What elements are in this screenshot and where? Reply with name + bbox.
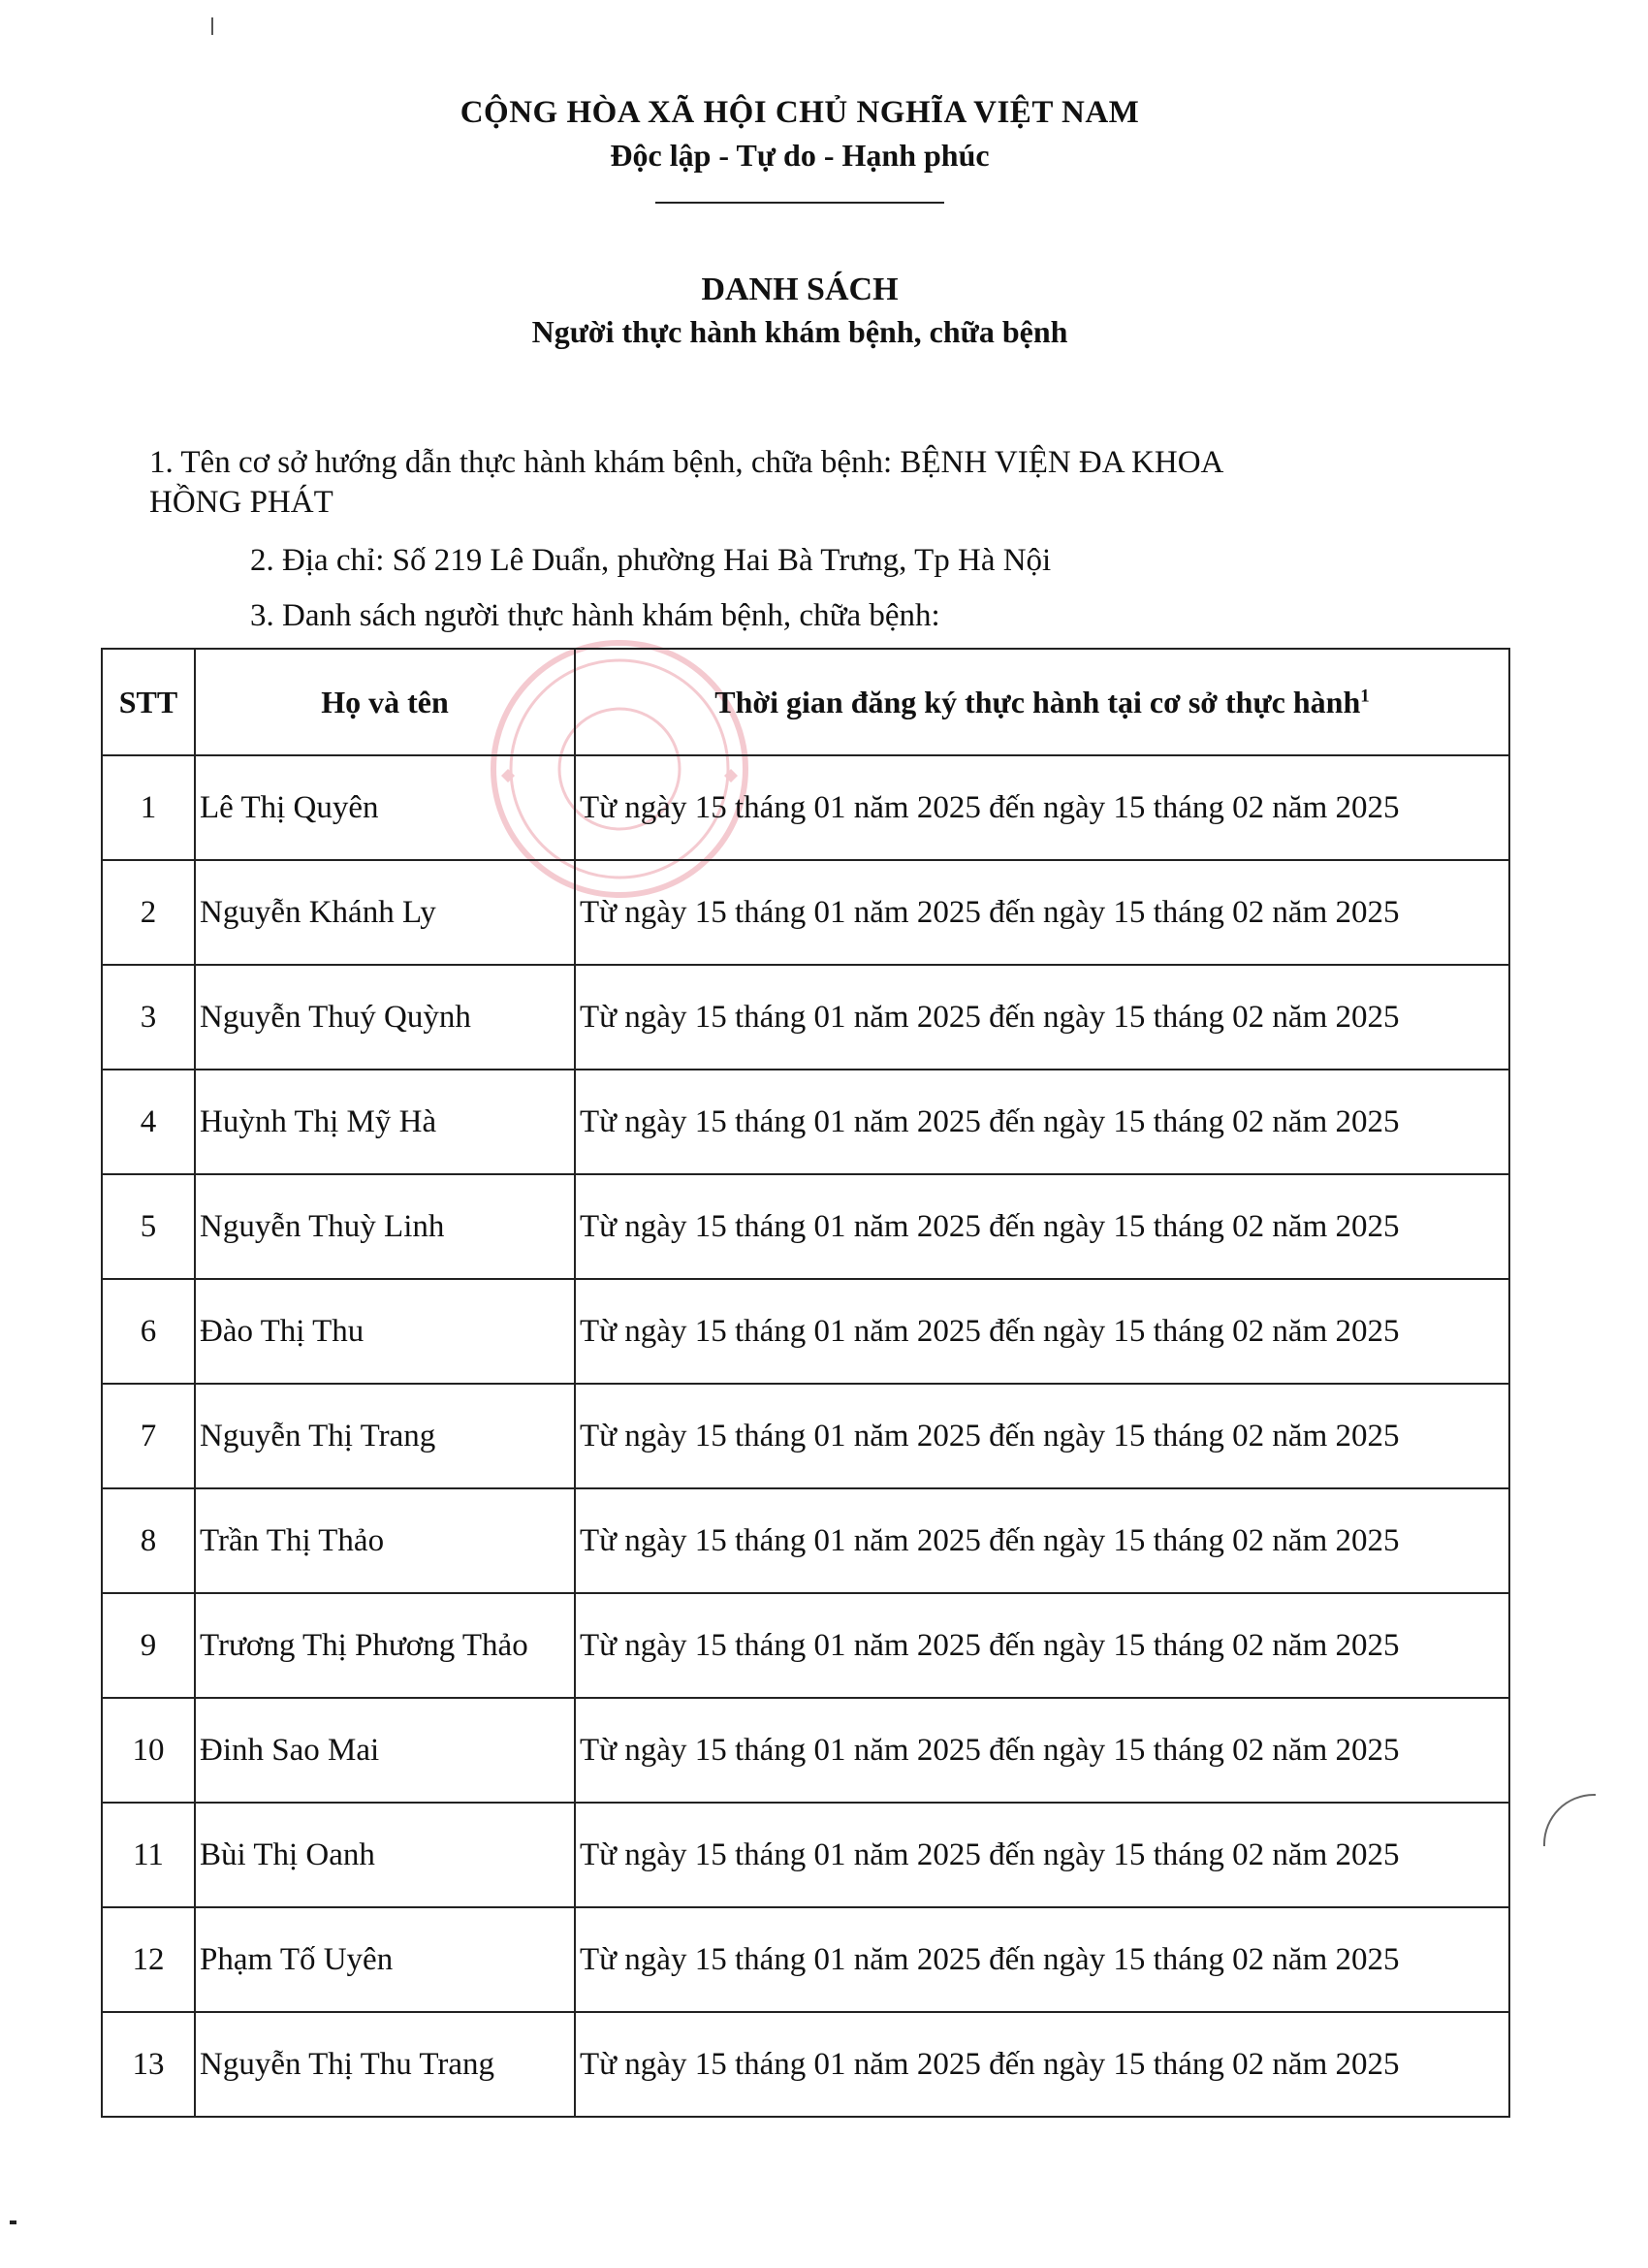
- row-name: Huỳnh Thị Mỹ Hà: [195, 1070, 575, 1174]
- row-stt: 3: [102, 965, 195, 1070]
- row-stt: 6: [102, 1279, 195, 1384]
- row-stt: 5: [102, 1174, 195, 1279]
- row-name: Lê Thị Quyên: [195, 755, 575, 860]
- table-row: [102, 2012, 1509, 2117]
- facility-name-line: 1. Tên cơ sở hướng dẫn thực hành khám bệnh, chữa bệnh: BỆNH VIỆN ĐA KHOA: [149, 445, 1224, 480]
- row-practice-period: Từ ngày 15 tháng 01 năm 2025 đến ngày 15 tháng 02 năm 2025: [575, 1698, 1509, 1803]
- column-header-stt: STT: [102, 649, 195, 755]
- table-header-row: [102, 649, 1509, 755]
- row-name: Nguyễn Thuý Quỳnh: [195, 965, 575, 1070]
- header-divider: [655, 202, 944, 204]
- table-row: [102, 1488, 1509, 1593]
- table-row: [102, 1593, 1509, 1698]
- row-stt: 7: [102, 1384, 195, 1488]
- row-stt: 8: [102, 1488, 195, 1593]
- practitioner-list-heading: 3. Danh sách người thực hành khám bệnh, chữa bệnh:: [250, 598, 940, 633]
- table-row: [102, 1803, 1509, 1907]
- row-name: Phạm Tố Uyên: [195, 1907, 575, 2012]
- row-practice-period: Từ ngày 15 tháng 01 năm 2025 đến ngày 15 tháng 02 năm 2025: [575, 1279, 1509, 1384]
- row-stt: 9: [102, 1593, 195, 1698]
- row-practice-period: Từ ngày 15 tháng 01 năm 2025 đến ngày 15 tháng 02 năm 2025: [575, 1593, 1509, 1698]
- row-practice-period: Từ ngày 15 tháng 01 năm 2025 đến ngày 15 tháng 02 năm 2025: [575, 860, 1509, 965]
- document-title: DANH SÁCH: [701, 272, 899, 307]
- table-row: [102, 965, 1509, 1070]
- row-practice-period: Từ ngày 15 tháng 01 năm 2025 đến ngày 15 tháng 02 năm 2025: [575, 965, 1509, 1070]
- row-name: Đinh Sao Mai: [195, 1698, 575, 1803]
- row-stt: 4: [102, 1070, 195, 1174]
- facility-address: 2. Địa chỉ: Số 219 Lê Duẩn, phường Hai Bà Trưng, Tp Hà Nội: [250, 543, 1052, 578]
- row-name: Nguyễn Thị Thu Trang: [195, 2012, 575, 2117]
- table-row: [102, 1384, 1509, 1488]
- row-stt: 1: [102, 755, 195, 860]
- row-stt: 11: [102, 1803, 195, 1907]
- column-header-name: Họ và tên: [195, 649, 575, 755]
- table-row: [102, 860, 1509, 965]
- row-practice-period: Từ ngày 15 tháng 01 năm 2025 đến ngày 15 tháng 02 năm 2025: [575, 1384, 1509, 1488]
- table-row: [102, 1070, 1509, 1174]
- row-practice-period: Từ ngày 15 tháng 01 năm 2025 đến ngày 15 tháng 02 năm 2025: [575, 1803, 1509, 1907]
- national-title: CỘNG HÒA XÃ HỘI CHỦ NGHĨA VIỆT NAM: [460, 95, 1140, 130]
- practitioner-table: [101, 648, 1510, 2118]
- row-name: Trần Thị Thảo: [195, 1488, 575, 1593]
- table-row: [102, 1907, 1509, 2012]
- row-practice-period: Từ ngày 15 tháng 01 năm 2025 đến ngày 15 tháng 02 năm 2025: [575, 755, 1509, 860]
- row-stt: 10: [102, 1698, 195, 1803]
- row-stt: 2: [102, 860, 195, 965]
- row-name: Nguyễn Thuỳ Linh: [195, 1174, 575, 1279]
- footnote-marker: 1: [1360, 685, 1370, 706]
- scan-speck: [1543, 1794, 1596, 1846]
- row-name: Nguyễn Thị Trang: [195, 1384, 575, 1488]
- row-name: Đào Thị Thu: [195, 1279, 575, 1384]
- row-practice-period: Từ ngày 15 tháng 01 năm 2025 đến ngày 15 tháng 02 năm 2025: [575, 1174, 1509, 1279]
- row-name: Bùi Thị Oanh: [195, 1803, 575, 1907]
- document-subtitle: Người thực hành khám bệnh, chữa bệnh: [531, 314, 1068, 349]
- scan-speck: [10, 2220, 16, 2224]
- row-practice-period: Từ ngày 15 tháng 01 năm 2025 đến ngày 15 tháng 02 năm 2025: [575, 1907, 1509, 2012]
- facility-name-continued: HỒNG PHÁT: [149, 485, 333, 520]
- scan-speck: [211, 17, 213, 35]
- national-motto: Độc lập - Tự do - Hạnh phúc: [610, 138, 990, 173]
- row-practice-period: Từ ngày 15 tháng 01 năm 2025 đến ngày 15 tháng 02 năm 2025: [575, 1488, 1509, 1593]
- row-practice-period: Từ ngày 15 tháng 01 năm 2025 đến ngày 15 tháng 02 năm 2025: [575, 1070, 1509, 1174]
- row-stt: 13: [102, 2012, 195, 2117]
- row-practice-period: Từ ngày 15 tháng 01 năm 2025 đến ngày 15 tháng 02 năm 2025: [575, 2012, 1509, 2117]
- table-row: [102, 1698, 1509, 1803]
- table-row: [102, 755, 1509, 860]
- row-name: Trương Thị Phương Thảo: [195, 1593, 575, 1698]
- table-row: [102, 1174, 1509, 1279]
- column-header-time: [575, 649, 1509, 755]
- row-stt: 12: [102, 1907, 195, 2012]
- column-header-time-label: Thời gian đăng ký thực hành tại cơ sở thực hành: [714, 684, 1361, 719]
- table-row: [102, 1279, 1509, 1384]
- row-name: Nguyễn Khánh Ly: [195, 860, 575, 965]
